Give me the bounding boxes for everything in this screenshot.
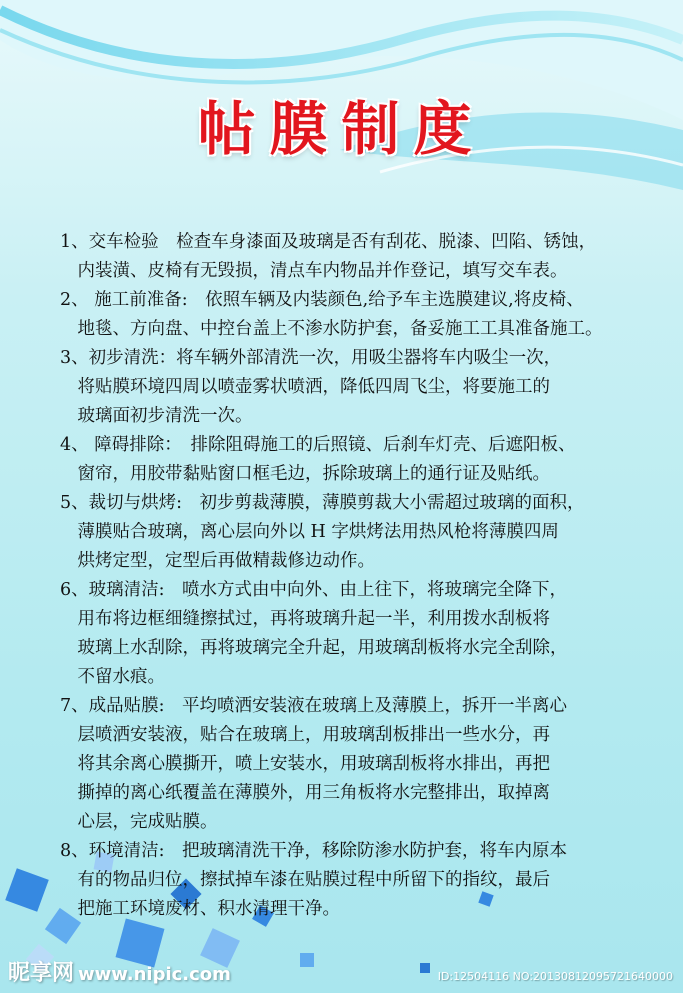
rule-line: 窗帘，用胶带黏贴窗口框毛边，拆除玻璃上的通行证及贴纸。	[60, 464, 550, 484]
rule-item-3	[60, 344, 640, 431]
rule-line: 4、 障碍排除： 排除阻碍施工的后照镜、后刹车灯壳、后遮阳板、	[60, 435, 576, 455]
rule-line: 烘烤定型，定型后再做精裁修边动作。	[60, 551, 375, 571]
rule-line: 内装潢、皮椅有无毁损，清点车内物品并作登记，填写交车表。	[60, 261, 568, 281]
watermark-url: www.nipic.com	[78, 964, 231, 985]
rule-line: 薄膜贴合玻璃，离心层向外以 H 字烘烤法用热风枪将薄膜四周	[60, 522, 559, 542]
rule-line: 不留水痕。	[60, 667, 165, 687]
watermark-id: ID:12504116 NO:20130812095721640000	[437, 970, 673, 983]
rule-line: 层喷洒安装液，贴合在玻璃上，用玻璃刮板排出一些水分，再	[60, 725, 550, 745]
rule-line: 撕掉的离心纸覆盖在薄膜外，用三角板将水完整排出，取掉离	[60, 783, 550, 803]
rule-line: 地毯、方向盘、中控台盖上不渗水防护套，备妥施工工具准备施工。	[60, 319, 603, 339]
rule-line: 把施工环境废材、积水清理干净。	[60, 899, 340, 919]
rule-item-2	[60, 286, 640, 344]
rule-line: 有的物品归位，擦拭掉车漆在贴膜过程中所留下的指纹，最后	[60, 870, 550, 890]
rule-line: 心层，完成贴膜。	[60, 812, 218, 832]
rule-item-6	[60, 576, 640, 692]
rule-item-1	[60, 228, 640, 286]
rule-line: 玻璃上水刮除，再将玻璃完全升起，用玻璃刮板将水完全刮除，	[60, 638, 568, 658]
rule-line: 玻璃面初步清洗一次。	[60, 406, 253, 426]
rule-line: 用布将边框细缝擦拭过，再将玻璃升起一半，利用拨水刮板将	[60, 609, 550, 629]
rule-line: 将贴膜环境四周以喷壶雾状喷洒，降低四周飞尘，将要施工的	[60, 377, 550, 397]
rule-line: 8、环境清洁: 把玻璃清洗干净，移除防渗水防护套，将车内原本	[60, 841, 568, 861]
page-title: 帖膜制度	[197, 95, 486, 163]
rule-line: 1、交车检验 检查车身漆面及玻璃是否有刮花、脱漆、凹陷、锈蚀，	[60, 232, 597, 252]
watermark-logo	[8, 956, 231, 987]
rule-item-8	[60, 837, 640, 924]
rule-line: 将其余离心膜撕开，喷上安装水，用玻璃刮板将水排出，再把	[60, 754, 550, 774]
rules-list	[60, 228, 640, 924]
rule-line: 6、玻璃清洁: 喷水方式由中向外、由上往下，将玻璃完全降下，	[60, 580, 568, 600]
watermark-logo-text: 昵享网	[8, 961, 75, 986]
rule-line: 5、裁切与烘烤: 初步剪裁薄膜，薄膜剪裁大小需超过玻璃的面积，	[60, 493, 585, 513]
rule-line: 2、 施工前准备: 依照车辆及内装颜色,给予车主选膜建议,将皮椅、	[60, 290, 584, 310]
rule-item-4	[60, 431, 640, 489]
rule-line: 7、成品贴膜: 平均喷洒安装液在玻璃上及薄膜上，拆开一半离心	[60, 696, 568, 716]
rule-line: 3、初步清洗：将车辆外部清洗一次，用吸尘器将车内吸尘一次，	[60, 348, 562, 368]
rule-item-7	[60, 692, 640, 837]
rule-item-5	[60, 489, 640, 576]
